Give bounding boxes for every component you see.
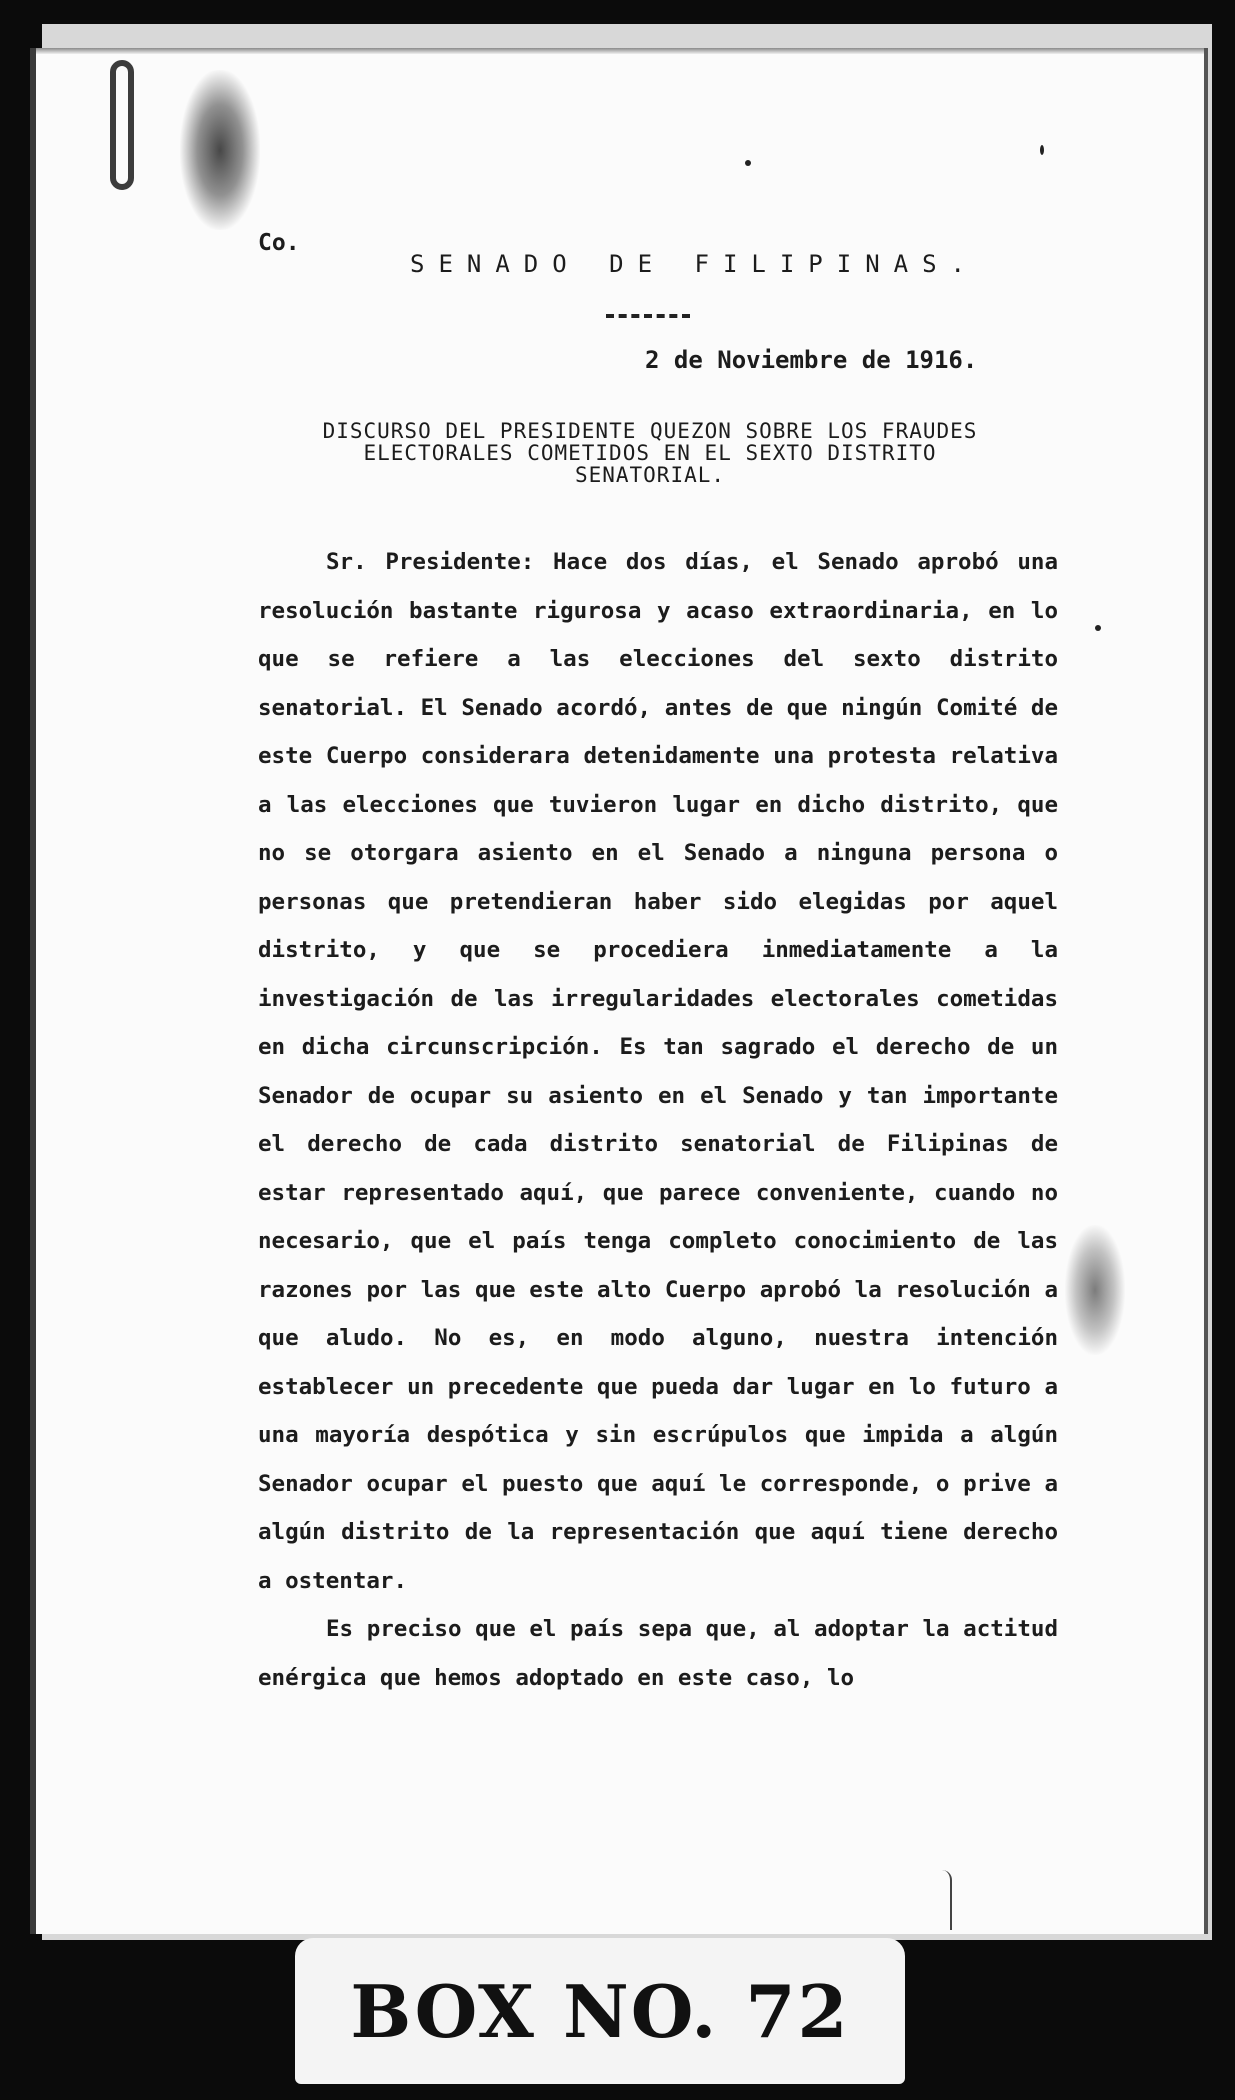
header-reference: Co. xyxy=(258,230,300,256)
document-date: 2 de Noviembre de 1916. xyxy=(645,346,978,374)
speck xyxy=(1095,625,1101,631)
title-underline xyxy=(606,314,690,318)
ink-smudge xyxy=(1065,1225,1125,1355)
clip-rust-stain xyxy=(180,70,260,230)
archive-box-label xyxy=(295,1938,905,2084)
box-number: BOX NO. 72 xyxy=(350,1968,850,2054)
paragraph: Es preciso que el país sepa que, al adoptar la actitud enérgica que hemos adoptado en este caso, lo xyxy=(258,1616,1058,1691)
paragraph: Sr. Presidente: Hace dos días, el Senado aprobó una resolución bastante rigurosa y acaso extraordinaria, en lo que se refiere a las elecciones del sexto distrito senatorial. El Senado acordó, antes de que ningún Comité de este Cuerpo considerara detenidamente una protesta relativa a las elecciones que tuvieron lugar en dicho distrito, que no se otorgara asiento en el Senado a ninguna persona o personas que pretendieran haber sido elegidas por aquel distrito, y que se procediera inmediatamente a la investigación de las irregularidades electorales cometidas en dicha circunscripción. Es tan sagrado el derecho de un Senador de ocupar su asiento en el Senado y tan importante el derecho de cada distrito senatorial de Filipinas de estar representado aquí, que parece conveniente, cuando no necesario, que el país tenga completo conocimiento de las razones por las que este alto Cuerpo aprobó la resolución a que aludo. No es, en modo alguno, nuestra intención establecer un precedente que pueda dar lugar en lo futuro a una mayoría despótica y sin escrúpulos que impida a algún Senador ocupar el puesto que aquí le corresponde, o prive a algún distrito de la representación que aquí tiene derecho a ostentar. xyxy=(258,549,1058,1594)
document-title: SENADO DE FILIPINAS. xyxy=(410,250,979,278)
speck xyxy=(745,160,751,166)
pencil-mark xyxy=(940,1870,952,1930)
document-subject: DISCURSO DEL PRESIDENTE QUEZON SOBRE LOS FRAUDES ELECTORALES COMETIDOS EN EL SEXTO DISTRITO SENATORIAL. xyxy=(322,419,978,487)
speech-body xyxy=(258,538,1058,1702)
paper-clip-mark xyxy=(110,60,134,190)
speck xyxy=(1040,145,1044,155)
